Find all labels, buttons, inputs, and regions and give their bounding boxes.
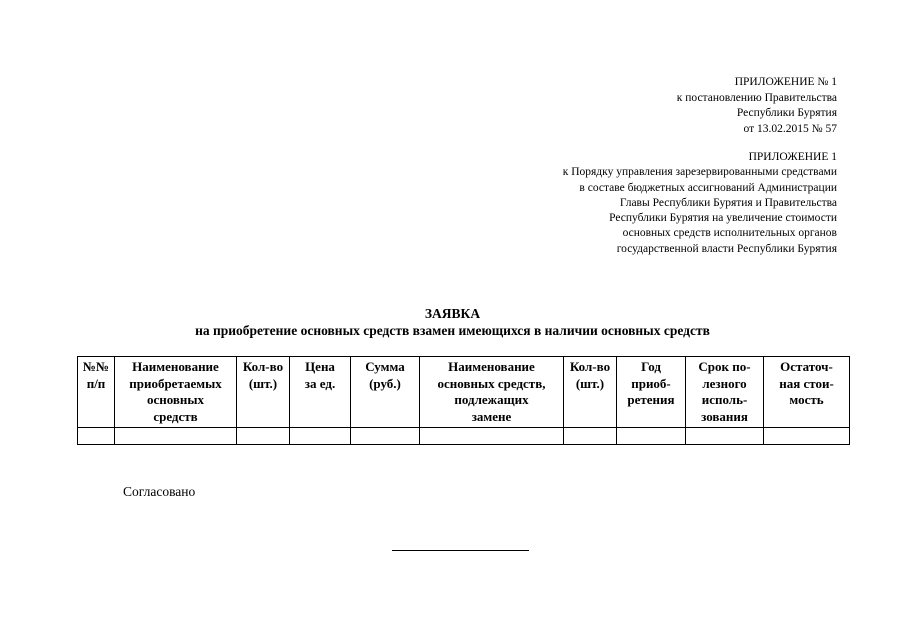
column-header-acquisition-year: Год приоб- ретения: [617, 357, 686, 428]
table-cell: [78, 428, 115, 445]
table-cell: [764, 428, 850, 445]
table-cell: [686, 428, 764, 445]
appendix-2-line: Главы Республики Бурятия и Правительства: [619, 196, 837, 209]
column-header-replaced-item-name: Наименование основных средств, подлежащих замене: [420, 357, 564, 428]
column-header-quantity: Кол-во (шт.): [237, 357, 290, 428]
table-cell: [290, 428, 351, 445]
table-cell: [420, 428, 564, 445]
table-cell: [617, 428, 686, 445]
column-header-residual-value: Остаточ- ная стои- мость: [764, 357, 850, 428]
appendix-2-line: к Порядку управления зарезервированными средствами: [562, 166, 837, 179]
table-row: [78, 428, 850, 445]
appendix-2-block: [563, 150, 837, 257]
appendix-1-line: ПРИЛОЖЕНИЕ № 1: [734, 76, 837, 88]
appendix-1-block: [677, 75, 837, 137]
table-cell: [237, 428, 290, 445]
request-table: [77, 356, 850, 445]
appendix-1-line: Республики Бурятия: [736, 107, 837, 119]
appendix-2-line: государственной власти Республики Бурятия: [616, 242, 837, 255]
appendix-1-line: от 13.02.2015 № 57: [743, 122, 837, 135]
table-header-row: [78, 357, 850, 428]
table-cell: [351, 428, 420, 445]
column-header-unit-price: Цена за ед.: [290, 357, 351, 428]
approved-label: Согласовано: [123, 484, 196, 499]
table-cell: [564, 428, 617, 445]
appendix-2-line: ПРИЛОЖЕНИЕ 1: [748, 151, 837, 163]
column-header-item-name: Наименование приобретаемых основных средств: [115, 357, 237, 428]
separator-line: [392, 550, 529, 551]
document-title: [0, 305, 905, 339]
title-subheading: на приобретение основных средств взамен имеющихся в наличии основных средств: [195, 323, 710, 338]
title-heading: ЗАЯВКА: [424, 306, 481, 321]
column-header-number: №№ п/п: [78, 357, 115, 428]
column-header-sum: Сумма (руб.): [351, 357, 420, 428]
column-header-useful-life: Срок по- лезного исполь- зования: [686, 357, 764, 428]
appendix-1-line: к постановлению Правительства: [676, 91, 837, 104]
appendix-2-line: в составе бюджетных ассигнований Администрации: [579, 181, 837, 194]
table-cell: [115, 428, 237, 445]
appendix-2-line: основных средств исполнительных органов: [622, 227, 837, 240]
column-header-replaced-quantity: Кол-во (шт.): [564, 357, 617, 428]
appendix-2-line: Республики Бурятия на увеличение стоимости: [609, 212, 837, 225]
